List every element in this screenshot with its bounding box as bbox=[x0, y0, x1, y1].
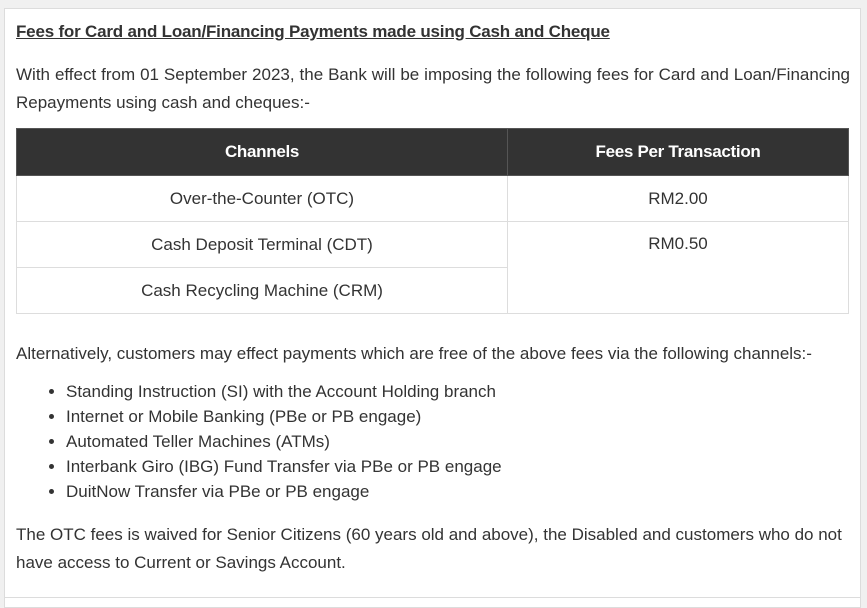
table-header-row bbox=[17, 129, 849, 176]
list-item: • Internet or Mobile Banking (PBe or PB engage) bbox=[66, 404, 502, 429]
table-row bbox=[17, 176, 849, 222]
fee-cell: RM0.50 bbox=[508, 222, 849, 314]
channel-cell: Cash Deposit Terminal (CDT) bbox=[17, 222, 508, 268]
table-row bbox=[17, 222, 849, 268]
waiver-paragraph: The OTC fees is waived for Senior Citizens (60 years old and above), the Disabled and customers who do not have access to Current or Savings Account. bbox=[16, 525, 842, 572]
divider bbox=[5, 597, 860, 598]
column-header-channels: Channels bbox=[17, 129, 508, 176]
fees-table bbox=[16, 128, 849, 314]
section-heading: Fees for Card and Loan/Financing Payments made using Cash and Cheque bbox=[16, 22, 610, 41]
fee-cell: RM2.00 bbox=[508, 176, 849, 222]
list-item: • Interbank Giro (IBG) Fund Transfer via PBe or PB engage bbox=[66, 454, 502, 479]
channel-cell: Cash Recycling Machine (CRM) bbox=[17, 268, 508, 314]
column-header-fees: Fees Per Transaction bbox=[508, 129, 849, 176]
channel-cell: Over-the-Counter (OTC) bbox=[17, 176, 508, 222]
list-item: • Standing Instruction (SI) with the Account Holding branch bbox=[66, 379, 502, 404]
list-item: • Automated Teller Machines (ATMs) bbox=[66, 429, 502, 454]
intro-paragraph: With effect from 01 September 2023, the Bank will be imposing the following fees for Card and Loan/Financing Repayments using cash and cheques:- bbox=[16, 65, 850, 112]
alternative-paragraph: Alternatively, customers may effect payments which are free of the above fees via the following channels:- bbox=[16, 344, 812, 363]
content-panel bbox=[4, 8, 861, 608]
list-item: • DuitNow Transfer via PBe or PB engage bbox=[66, 479, 502, 504]
free-channels-list bbox=[16, 379, 502, 504]
